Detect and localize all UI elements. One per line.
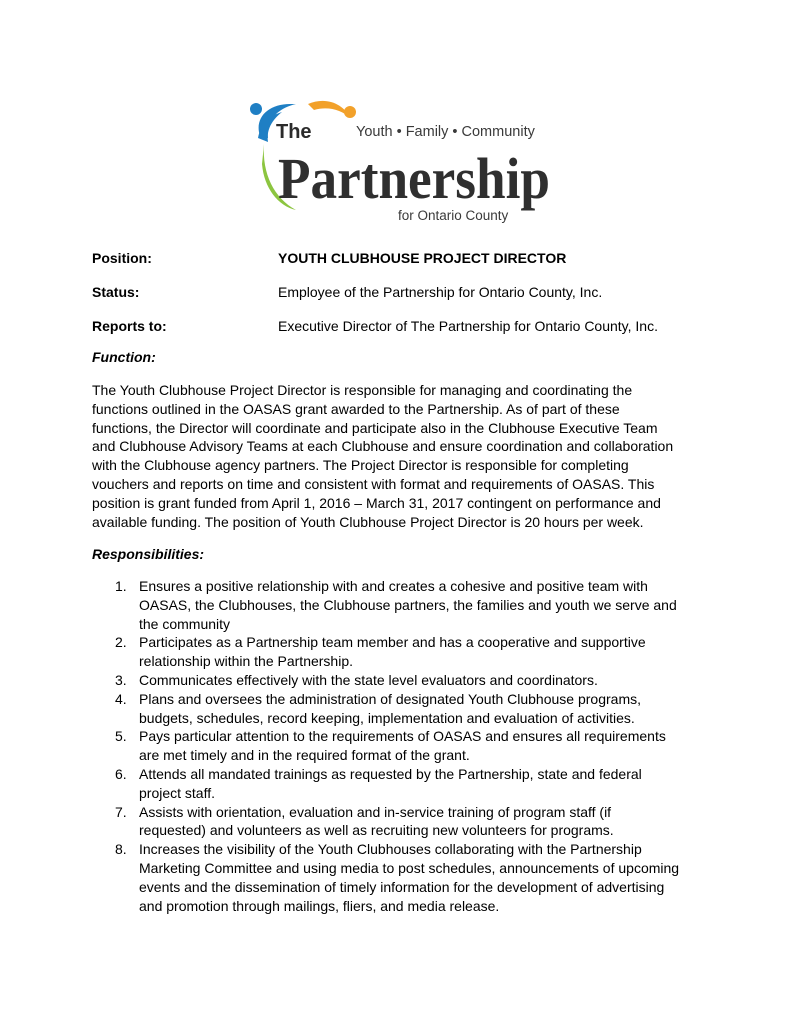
responsibilities-heading: Responsibilities: [92,546,205,562]
list-item-line: Marketing Committee and using media to post schedules, announcements of upcoming [139,859,680,876]
list-item [92,803,692,841]
list-item-line: Assists with orientation, evaluation and in-service training of program staff (if [139,803,612,820]
function-line: position is grant funded from April 1, 2016 – March 31, 2017 contingent on performance and [92,494,661,511]
logo-tagline: Youth • Family • Community [356,124,535,140]
function-line: and Clubhouse Advisory Teams at each Clubhouse and ensure coordination and collaboration [92,438,674,455]
responsibilities-list [92,577,692,915]
list-item-line: OASAS, the Clubhouses, the Clubhouse partners, the families and youth we serve and [139,596,677,613]
position-label: Position: [92,250,152,266]
list-item-number: 7. [115,803,127,820]
list-item [92,840,692,915]
list-item-line: relationship within the Partnership. [139,653,354,670]
list-item-number: 8. [115,841,127,858]
list-item-line: Participates as a Partnership team member and has a cooperative and supportive [139,634,646,651]
list-item-line: Communicates effectively with the state level evaluators and coordinators. [139,671,598,688]
list-item-line: the community [139,615,231,632]
list-item-number: 4. [115,690,127,707]
list-item [92,727,692,765]
list-item-number: 2. [115,634,127,651]
logo-sub-text: for Ontario County [398,208,509,223]
list-item [92,633,692,671]
list-item [92,577,692,633]
list-item-number: 5. [115,728,127,745]
status-label: Status: [92,284,140,300]
list-item-line: and promotion through mailings, fliers, and media release. [139,897,500,914]
list-item-line: events and the dissemination of timely information for the development of advertising [139,878,665,895]
partnership-logo-graphic [238,96,554,224]
reports-to-value: Executive Director of The Partnership for Ontario County, Inc. [278,318,658,334]
list-item-line: Plans and oversees the administration of designated Youth Clubhouse programs, [139,690,641,707]
list-item [92,690,692,728]
function-line: vouchers and reports on time and consistent with format and requirements of OASAS. This [92,475,655,492]
list-item-line: Attends all mandated trainings as requested by the Partnership, state and federal [139,765,642,782]
partnership-logo [238,96,554,224]
function-line: functions outlined in the OASAS grant awarded to the Partnership. As of part of these [92,400,620,417]
list-item-line: Increases the visibility of the Youth Clubhouses collaborating with the Partnership [139,841,642,858]
list-item [92,765,692,803]
list-item-number: 3. [115,671,127,688]
position-value: YOUTH CLUBHOUSE PROJECT DIRECTOR [278,250,567,266]
list-item-number: 1. [115,578,127,594]
list-item-line: project staff. [139,784,216,801]
function-heading: Function: [92,349,156,365]
list-item-line: Pays particular attention to the requirements of OASAS and ensures all requirements [139,728,666,745]
list-item-line: requested) and volunteers as well as recruiting new volunteers for programs. [139,822,614,839]
function-line: functions, the Director will coordinate and participate also in the Clubhouse Executive Team [92,419,658,436]
list-item-line: are met timely and in the required format of the grant. [139,747,470,764]
function-line: The Youth Clubhouse Project Director is responsible for managing and coordinating the [92,382,633,398]
status-value: Employee of the Partnership for Ontario County, Inc. [278,284,603,300]
reports-to-label: Reports to: [92,318,167,334]
list-item [92,671,692,690]
function-line: with the Clubhouse agency partners. The Project Director is responsible for completing [92,457,629,474]
list-item-line: Ensures a positive relationship with and creates a cohesive and positive team with [139,578,648,594]
logo-the-text: The [276,121,312,143]
function-line: available funding. The position of Youth Clubhouse Project Director is 20 hours per week. [92,513,644,530]
logo-main-text: Partnership [278,146,550,211]
list-item-number: 6. [115,765,127,782]
function-paragraph [92,381,692,531]
list-item-line: budgets, schedules, record keeping, implementation and evaluation of activities. [139,709,635,726]
